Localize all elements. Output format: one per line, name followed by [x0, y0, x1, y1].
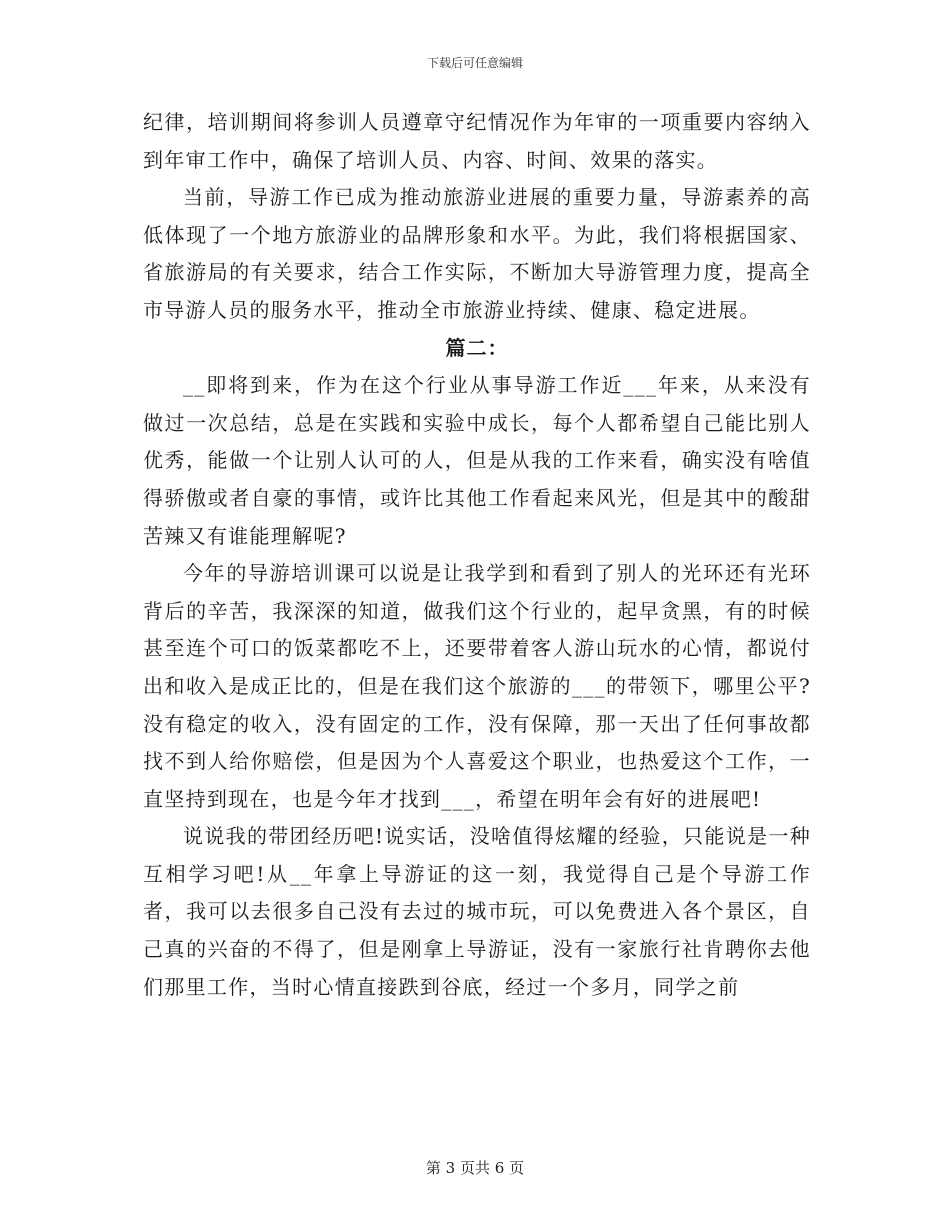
document-body: [143, 104, 811, 1006]
paragraph: 今年的导游培训课可以说是让我学到和看到了别人的光环还有光环背后的辛苦，我深深的知道，做我们这个行业的，起早贪黑，有的时候甚至连个可口的饭菜都吃不上，还要带着客人游山玩水的心情，都说付出和收入是成正比的，但是在我们这个旅游的___的带领下，哪里公平?没有稳定的收入，没有固定的工作，没有保障，那一天出了任何事故都找不到人给你赔偿，但是因为个人喜爱这个职业，也热爱这个工作，一直坚持到现在，也是今年才找到___，希望在明年会有好的进展吧!: [143, 561, 811, 811]
section-heading: 篇二：: [445, 335, 509, 360]
page-number: 第 3 页共 6 页: [425, 1159, 525, 1177]
page-header: 下载后可任意编辑: [426, 56, 523, 70]
paragraph: 说说我的带团经历吧!说实话，没啥值得炫耀的经验，只能说是一种互相学习吧!从__年拿上导游证的这一刻，我觉得自己是个导游工作者，我可以去很多自己没有去过的城市玩，可以免费进入各个景区，自己真的兴奋的不得了，但是刚拿上导游证，没有一家旅行社肯聘你去他们那里工作，当时心情直接跌到谷底，经过一个多月，同学之前: [143, 824, 811, 999]
paragraph: __即将到来，作为在这个行业从事导游工作近___年来，从来没有做过一次总结，总是在实践和实验中成长，每个人都希望自己能比别人优秀，能做一个让别人认可的人，但是从我的工作来看，确实没有啥值得骄傲或者自豪的事情，或许比其他工作看起来风光，但是其中的酸甜苦辣又有谁能理解呢?: [143, 373, 811, 548]
paragraph-continued: 纪律，培训期间将参训人员遵章守纪情况作为年审的一项重要内容纳入到年审工作中，确保了培训人员、内容、时间、效果的落实。: [143, 110, 811, 172]
paragraph: 当前，导游工作已成为推动旅游业进展的重要力量，导游素养的高低体现了一个地方旅游业的品牌形象和水平。为此，我们将根据国家、省旅游局的有关要求，结合工作实际，不断加大导游管理力度，提高全市导游人员的服务水平，推动全市旅游业持续、健康、稳定进展。: [143, 185, 811, 322]
